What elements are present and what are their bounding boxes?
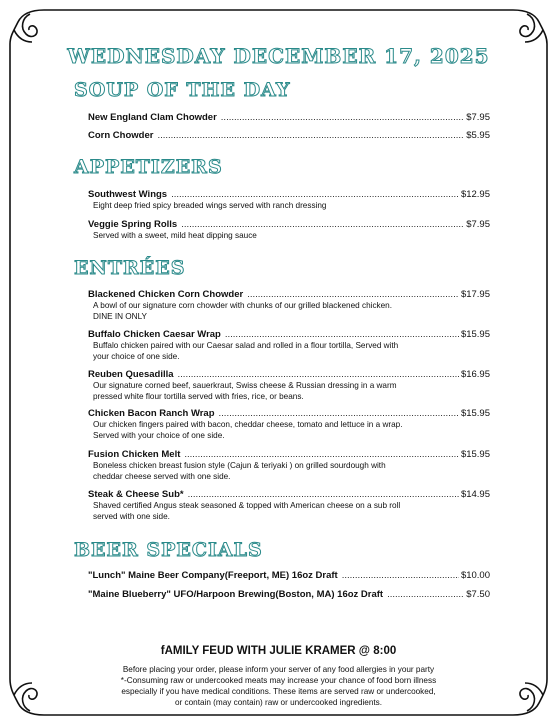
item-price: $16.95 [460, 369, 490, 380]
leader-dots [387, 589, 464, 601]
item-price: $7.50 [466, 589, 490, 600]
leader-dots [171, 189, 459, 201]
event-announcement: fAMILY FEUD WITH JULIE KRAMER @ 8:00 [160, 645, 397, 657]
item-name: Corn Chowder [88, 130, 154, 141]
item-name: Fusion Chicken Melt [88, 449, 181, 460]
menu-item [88, 449, 490, 482]
item-name: Reuben Quesadilla [88, 369, 174, 380]
item-name: Buffalo Chicken Caesar Wrap [88, 329, 221, 340]
appetizers-heading: APPETIZERS [74, 156, 223, 178]
item-name: "Maine Blueberry" UFO/Harpoon Brewing(Boston, MA) 16oz Draft [88, 589, 384, 600]
leader-dots [157, 130, 464, 142]
item-price: $14.95 [460, 489, 490, 500]
item-price: $10.00 [460, 570, 490, 581]
leader-dots [181, 219, 464, 231]
menu-item [88, 289, 490, 322]
menu-item [88, 130, 490, 142]
leader-dots [221, 112, 464, 124]
item-name: "Lunch" Maine Beer Company(Freeport, ME) 16oz Draft [88, 570, 338, 581]
item-name: Chicken Bacon Ranch Wrap [88, 408, 215, 419]
beer-specials-heading: BEER SPECIALS [74, 539, 263, 561]
disclaimer-line: especially if you have medical conditions. These items are served raw or undercooked, [121, 687, 436, 696]
item-description: Served with your choice of one side. [93, 430, 225, 440]
item-price: $5.95 [466, 130, 490, 141]
item-description: Shaved certified Angus steak seasoned & topped with American cheese on a sub roll [93, 501, 401, 510]
item-price: $7.95 [466, 219, 490, 230]
item-name: Blackened Chicken Corn Chowder [88, 289, 244, 300]
disclaimer-line: or contain (may contain) raw or undercooked ingredients. [174, 698, 383, 707]
menu-item [88, 329, 490, 362]
item-description: pressed white flour tortilla served with fries, rice, or beans. [93, 391, 304, 401]
menu-item [88, 219, 490, 242]
item-name: Southwest Wings [88, 189, 168, 200]
item-description: Served with a sweet, mild heat dipping sauce [93, 231, 257, 240]
item-description: Eight deep fried spicy breaded wings served with ranch dressing [93, 201, 327, 210]
allergy-disclaimer [0, 664, 557, 708]
item-name: New England Clam Chowder [88, 112, 217, 123]
item-price: $15.95 [460, 449, 490, 460]
leader-dots [219, 408, 459, 420]
menu-item [88, 189, 490, 212]
disclaimer-line: Before placing your order, please inform your server of any food allergies in your party [122, 665, 435, 674]
item-price: $7.95 [466, 112, 490, 123]
menu-item [88, 589, 490, 601]
item-description: DINE IN ONLY [93, 311, 147, 321]
leader-dots [225, 329, 459, 341]
leader-dots [184, 449, 459, 461]
item-description: Our chicken fingers paired with bacon, cheddar cheese, tomato and lettuce in a wrap. [93, 420, 403, 429]
item-description: A bowl of our signature corn chowder with chunks of our grilled blackened chicken. [93, 301, 393, 310]
item-description: your choice of one side. [93, 351, 180, 361]
item-description: cheddar cheese served with one side. [93, 471, 231, 481]
item-description: Buffalo chicken paired with our Caesar salad and rolled in a flour tortilla, Served with [93, 341, 399, 350]
entrees-heading: ENTRÉES [74, 257, 186, 279]
item-price: $12.95 [460, 189, 490, 200]
menu-item [88, 112, 490, 124]
menu-item [88, 489, 490, 522]
leader-dots [342, 570, 459, 582]
menu-item [88, 408, 490, 441]
item-price: $15.95 [460, 329, 490, 340]
disclaimer-line: *-Consuming raw or undercooked meats may increase your chance of food born illness [120, 676, 437, 685]
item-price: $15.95 [460, 408, 490, 419]
menu-item [88, 570, 490, 582]
item-description: Our signature corned beef, sauerkraut, Swiss cheese & Russian dressing in a warm [93, 381, 397, 390]
item-name: Veggie Spring Rolls [88, 219, 178, 230]
item-description: Boneless chicken breast fusion style (Cajun & teriyaki ) on grilled sourdough with [93, 461, 386, 470]
leader-dots [188, 489, 459, 501]
menu-date-title: WEDNESDAY DECEMBER 17, 2025 [67, 44, 490, 68]
item-description: served with one side. [93, 511, 170, 521]
leader-dots [178, 369, 459, 381]
item-name: Steak & Cheese Sub* [88, 489, 184, 500]
menu-item [88, 369, 490, 402]
leader-dots [247, 289, 459, 301]
soup-heading: SOUP OF THE DAY [74, 79, 291, 101]
item-price: $17.95 [460, 289, 490, 300]
